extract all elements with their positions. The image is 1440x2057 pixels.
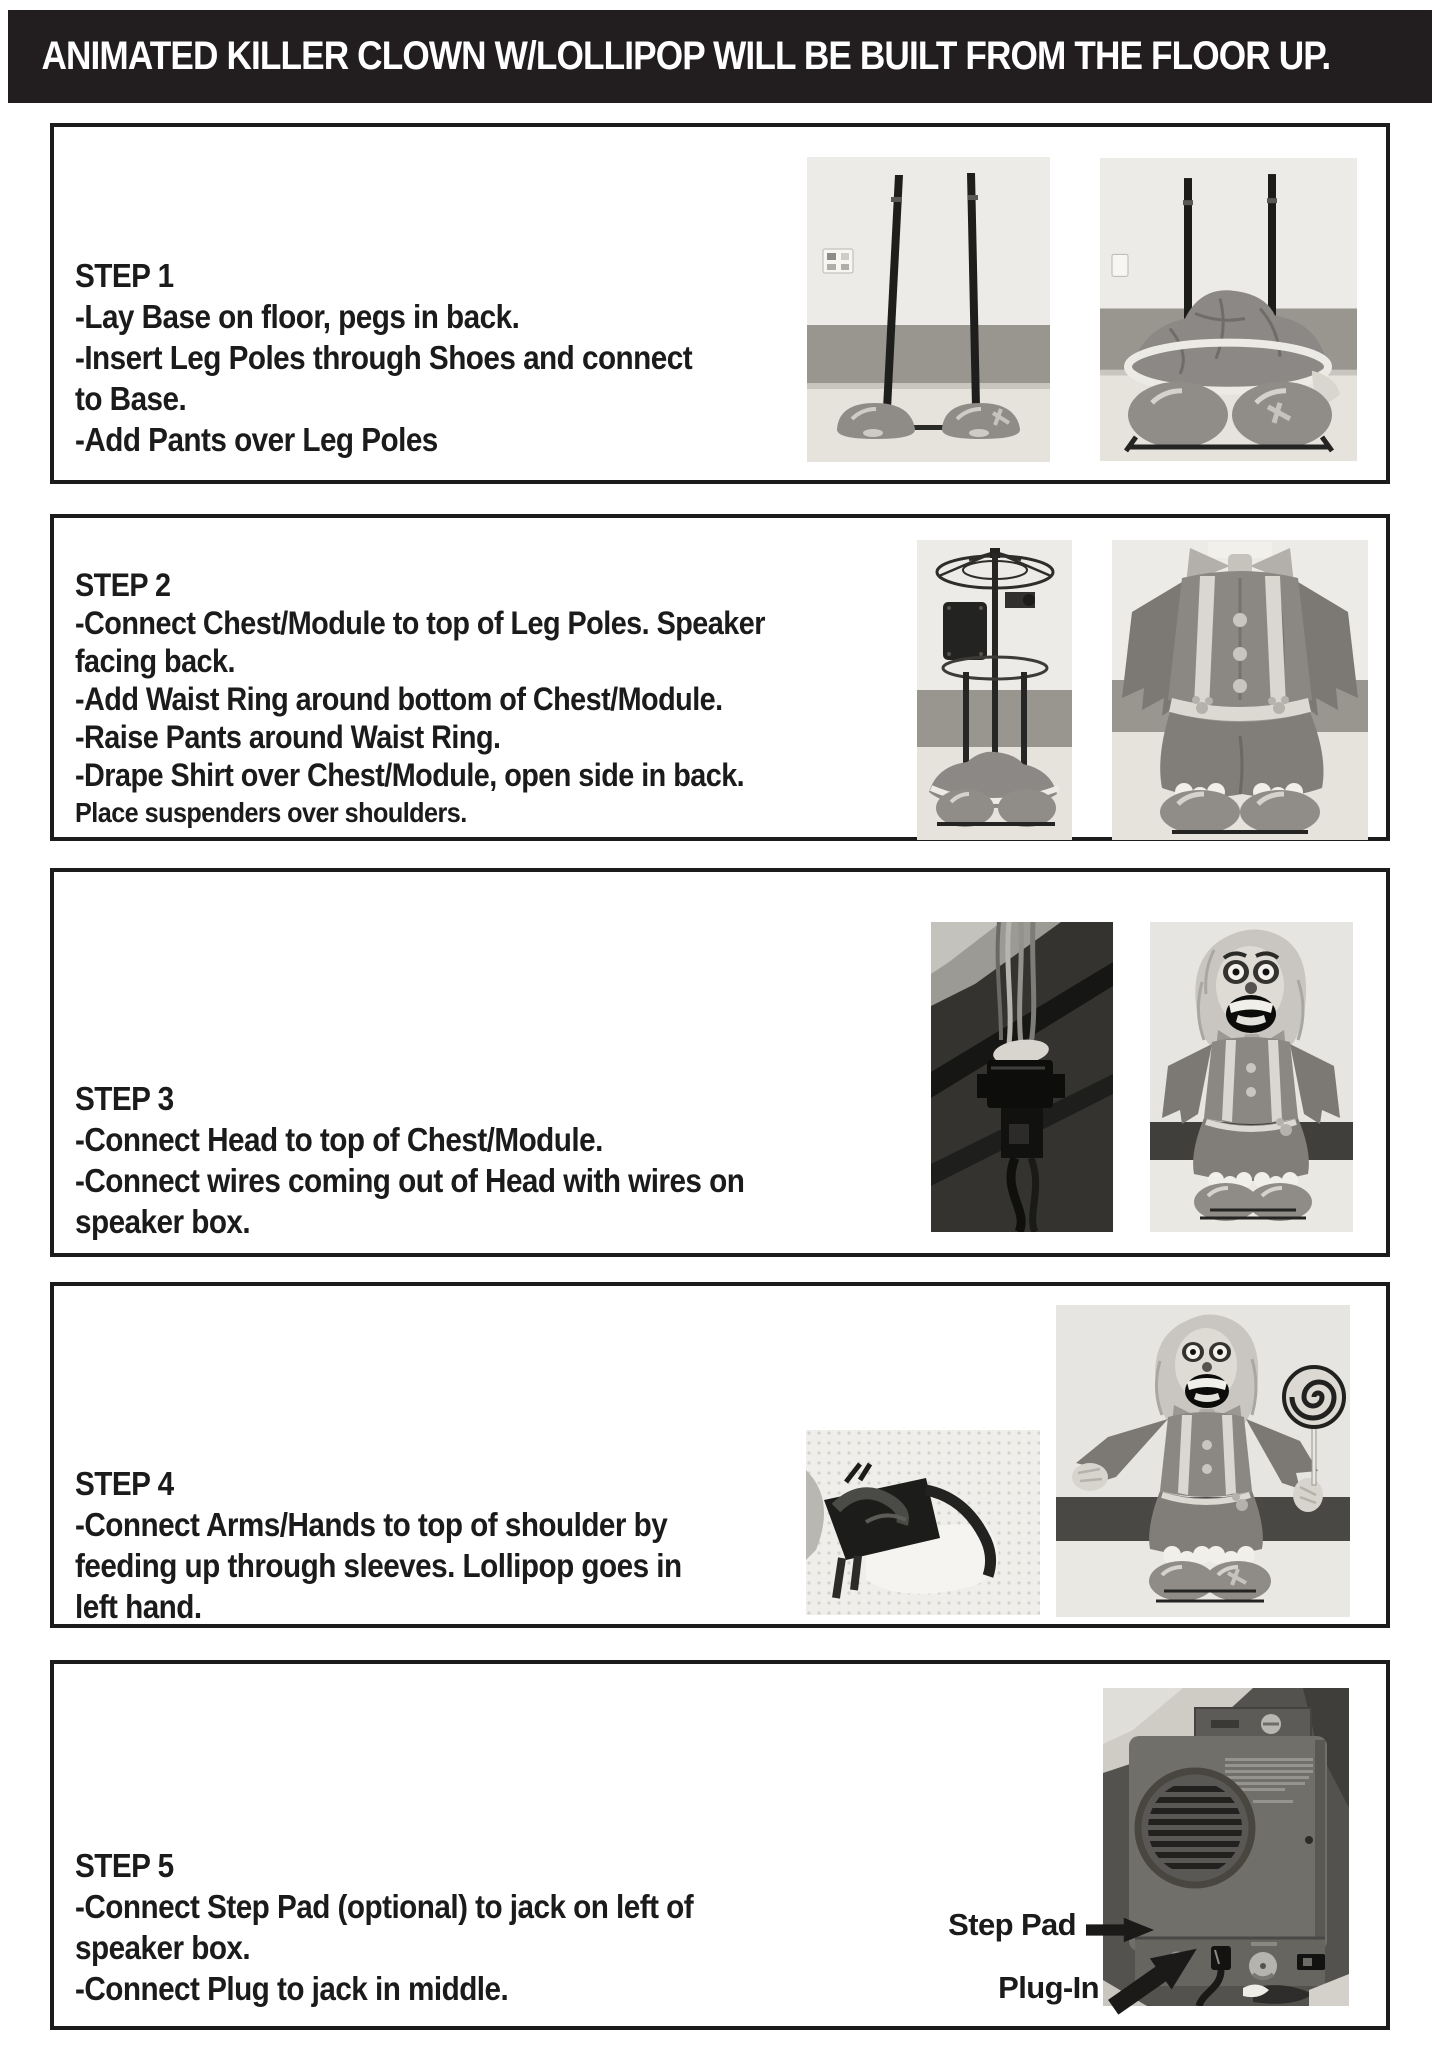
step-line: speaker box.: [75, 1929, 251, 1966]
photo-chest-module-frame: [917, 540, 1072, 840]
step2-text: [75, 566, 765, 832]
step-line: Place suspenders over shoulders.: [75, 797, 467, 828]
photo-arm-clamp-closeup: [806, 1430, 1040, 1615]
step-line: -Connect wires coming out of Head with wires on: [75, 1162, 745, 1199]
step-line: -Insert Leg Poles through Shoes and connect: [75, 339, 693, 376]
plug-in-arrow-icon: [1100, 1936, 1210, 2020]
step-line: speaker box.: [75, 1203, 251, 1240]
step5-box: [50, 1660, 1390, 2030]
step-line: -Connect Head to top of Chest/Module.: [75, 1121, 603, 1158]
step4-box: [50, 1282, 1390, 1628]
photo-clown-with-head: [1150, 922, 1353, 1232]
step-line: -Connect Step Pad (optional) to jack on left of: [75, 1888, 694, 1925]
step-title: STEP 5: [75, 1847, 174, 1884]
photo-base-and-leg-poles: [807, 157, 1050, 462]
step2-box: [50, 514, 1390, 841]
step-line: -Connect Chest/Module to top of Leg Poles. Speaker: [75, 605, 765, 641]
page-title: ANIMATED KILLER CLOWN W/LOLLIPOP WILL BE BUILT FROM THE FLOOR UP.: [41, 34, 1331, 78]
step-title: STEP 4: [75, 1465, 174, 1502]
step-line: -Drape Shirt over Chest/Module, open side in back.: [75, 757, 745, 793]
step-line: -Add Pants over Leg Poles: [75, 421, 438, 458]
photo-clown-with-lollipop: [1056, 1305, 1350, 1617]
step-line: left hand.: [75, 1588, 202, 1625]
step-title: STEP 1: [75, 257, 174, 294]
step1-text: [75, 255, 692, 460]
step-line: -Raise Pants around Waist Ring.: [75, 719, 501, 755]
plug-in-label: Plug-In: [998, 1970, 1099, 2005]
step-line: -Add Waist Ring around bottom of Chest/Module.: [75, 681, 723, 717]
step-line: facing back.: [75, 643, 235, 679]
step-line: to Base.: [75, 380, 187, 417]
step4-text: [75, 1463, 682, 1627]
header-bar: [8, 10, 1432, 103]
step-pad-label: Step Pad: [948, 1907, 1076, 1942]
step-line: -Connect Arms/Hands to top of shoulder by: [75, 1506, 668, 1543]
step3-text: [75, 1078, 744, 1242]
step3-box: [50, 868, 1390, 1257]
step-line: -Connect Plug to jack in middle.: [75, 1970, 509, 2007]
photo-dressed-torso: [1112, 540, 1368, 840]
photo-pants-over-base: [1100, 158, 1357, 461]
photo-wire-connection-closeup: [931, 922, 1113, 1232]
step-line: feeding up through sleeves. Lollipop goes in: [75, 1547, 682, 1584]
step1-box: [50, 123, 1390, 484]
step5-text: [75, 1845, 693, 2009]
step-title: STEP 3: [75, 1080, 174, 1117]
step-line: -Lay Base on floor, pegs in back.: [75, 298, 520, 335]
step-title: STEP 2: [75, 567, 171, 603]
